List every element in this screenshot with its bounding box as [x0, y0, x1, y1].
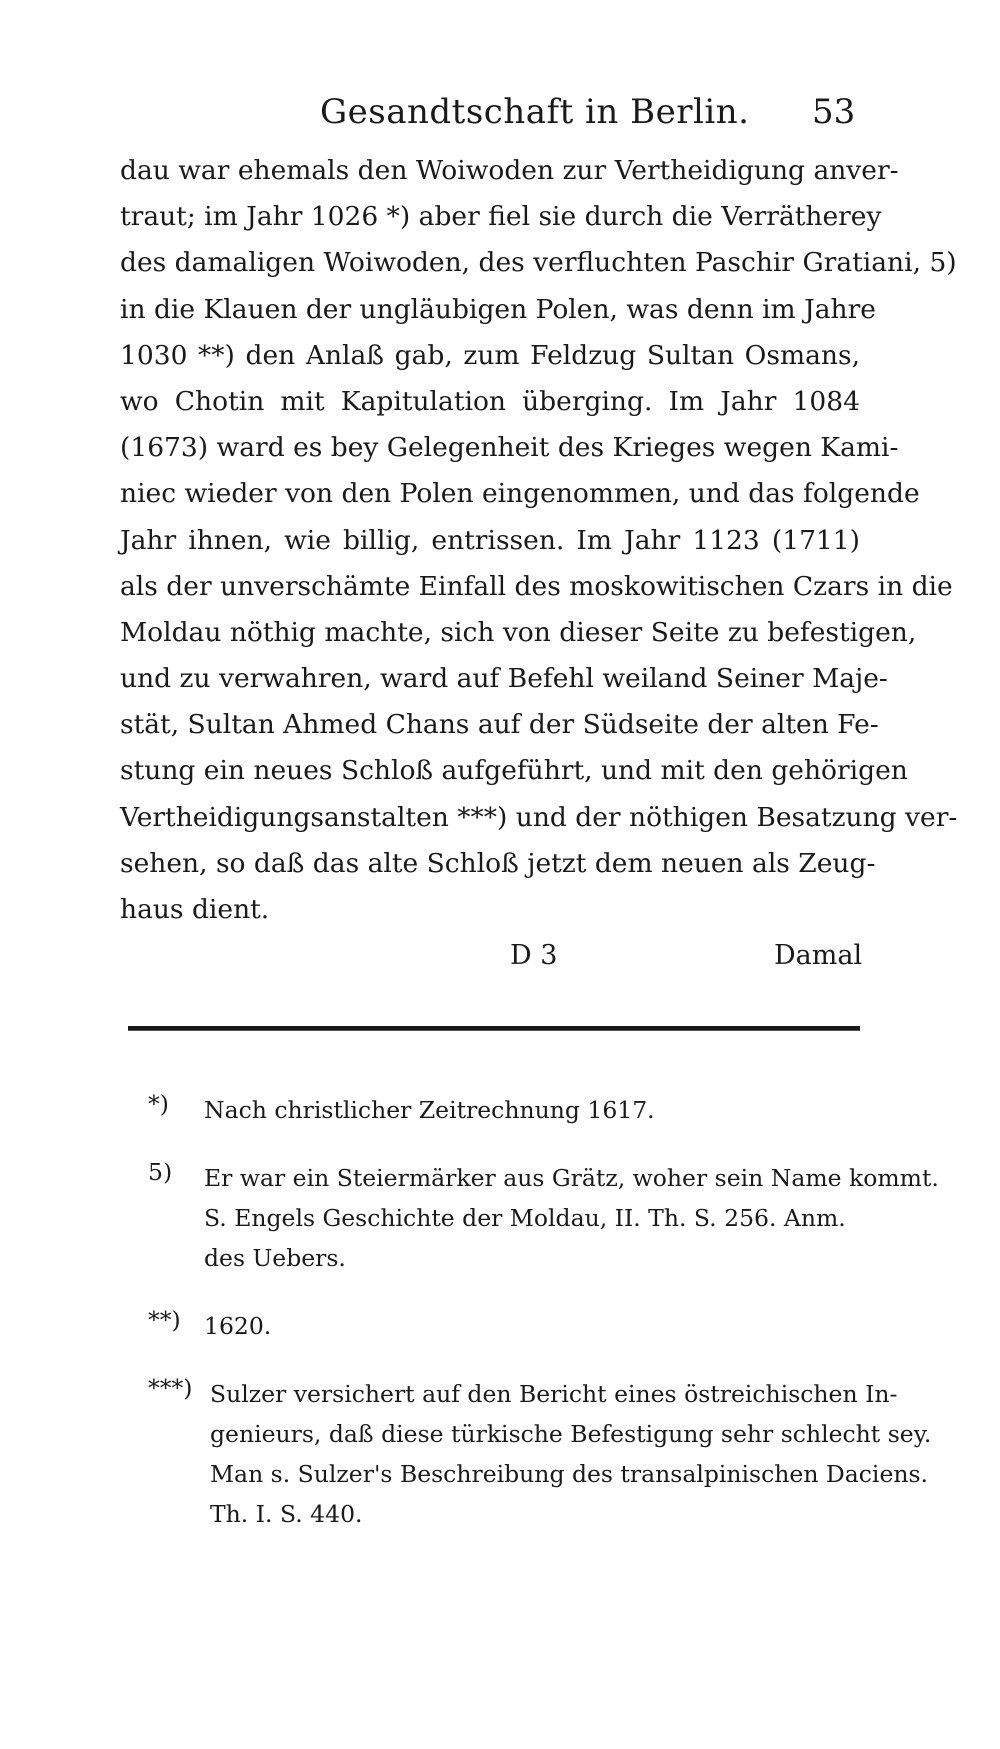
body-line: stät, Sultan Ahmed Chans auf der Südseite der alten Fe- [120, 709, 879, 741]
body-line: Moldau nöthig machte, sich von dieser Seite zu befestigen, [120, 616, 917, 648]
footnotes [148, 1090, 939, 1562]
footnote-divider [128, 1026, 860, 1031]
footnote [148, 1158, 939, 1278]
footnote-marker: 5) [148, 1158, 173, 1186]
body-line: (1673) ward es bey Gelegenheit des Krieges wegen Kami- [120, 432, 899, 464]
footnote-marker: *) [148, 1090, 169, 1118]
footnote-line: Sulzer versichert auf den Bericht eines östreichischen In- [210, 1380, 898, 1408]
page-number: 53 [812, 92, 856, 132]
body-line: Jahr ihnen, wie billig, entrissen. Im Jahr 1123 (1711) [120, 524, 860, 556]
footnote-line: S. Engels Geschichte der Moldau, II. Th. S. 256. Anm. [204, 1204, 846, 1232]
footnote-marker: ***) [148, 1374, 193, 1402]
footnote [148, 1306, 868, 1346]
running-title: Gesandtschaft in Berlin. [320, 92, 750, 132]
footnote-line: Th. I. S. 440. [210, 1500, 363, 1528]
body-line: haus dient. [120, 894, 270, 925]
body-line: sehen, so daß das alte Schloß jetzt dem neuen als Zeug- [120, 847, 876, 879]
signature-mark: D 3 [510, 940, 558, 971]
footnote-line: genieurs, daß diese türkische Befestigung sehr schlecht sey. [210, 1420, 932, 1448]
footnote [148, 1090, 868, 1130]
footnote [148, 1374, 932, 1534]
body-line: des damaligen Woiwoden, des verfluchten Paschir Gratiani, 5) [120, 247, 957, 279]
body-line: und zu verwahren, ward auf Befehl weiland Seiner Maje- [120, 663, 888, 695]
body-line: 1030 **) den Anlaß gab, zum Feldzug Sultan Osmans, [120, 339, 860, 371]
footnote-line: des Uebers. [204, 1244, 346, 1272]
body-line: stung ein neues Schloß aufgeführt, und mit den gehörigen [120, 755, 908, 787]
footnote-line: 1620. [204, 1312, 272, 1340]
body-line: niec wieder von den Polen eingenommen, und das folgende [120, 478, 920, 510]
body-text [120, 148, 958, 933]
body-line: Vertheidigungsanstalten ***) und der nöthigen Besatzung ver- [120, 801, 958, 833]
footnote-line: Nach christlicher Zeitrechnung 1617. [204, 1096, 655, 1124]
body-line: wo Chotin mit Kapitulation überging. Im Jahr 1084 [120, 385, 860, 417]
footnote-line: Man s. Sulzer's Beschreibung des transalpinischen Daciens. [210, 1460, 929, 1488]
catchword: Damal [774, 940, 863, 971]
body-line: dau war ehemals den Woiwoden zur Vertheidigung anver- [120, 155, 899, 186]
body-line: traut; im Jahr 1026 *) aber fiel sie durch die Verrätherey [120, 201, 882, 233]
footnote-marker: **) [148, 1306, 181, 1334]
body-line: in die Klauen der ungläubigen Polen, was denn im Jahre [120, 293, 876, 325]
body-line: als der unverschämte Einfall des moskowitischen Czars in die [120, 570, 953, 602]
footnote-line: Er war ein Steiermärker aus Grätz, woher sein Name kommt. [204, 1164, 939, 1192]
